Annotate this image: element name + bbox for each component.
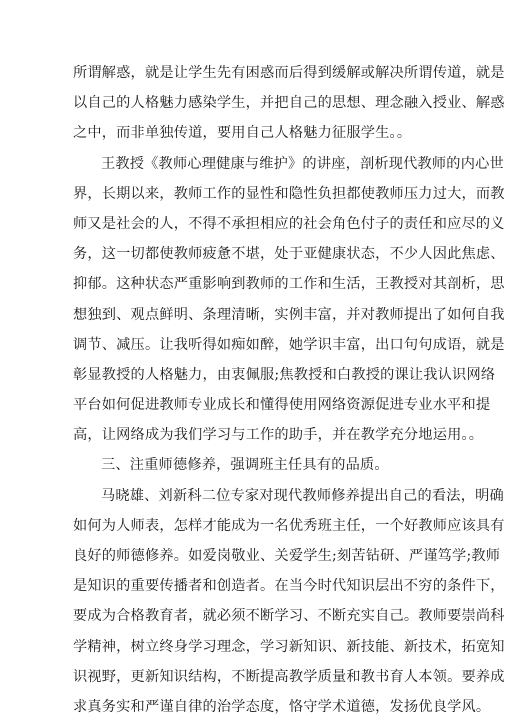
text-line: 求真务实和严谨自律的治学态度，恪守学术道德，发扬优良学风。: [73, 698, 491, 715]
text-line: 调节、减压。让我听得如痴如醉，她学识丰富，出口句句成语，就是: [73, 336, 505, 353]
text-line: 识视野，更新知识结构，不断提高教学质量和教书育人本领。要养成: [73, 668, 505, 685]
text-line: 之中，而非单独传道，要用自己人格魅力征服学生。。: [73, 125, 412, 142]
text-line: 马晓雄、刘新科二位专家对现代教师修养提出自己的看法，明确: [101, 487, 504, 504]
text-line: 高，让网络成为我们学习与工作的助手，并在教学充分地运用。。: [73, 427, 484, 444]
text-line: 王教授《教师心理健康与维护》的讲座，剖析现代教师的内心世: [101, 155, 504, 172]
text-line: 师又是社会的人，不得不承担相应的社会角色付子的责任和应尽的义: [73, 215, 505, 232]
text-line: 抑郁。这种状态严重影响到教师的工作和生活，王教授对其剖析，思: [73, 276, 505, 293]
text-line: 所谓解惑，就是让学生先有困惑而后得到缓解或解决所谓传道，就是: [73, 65, 505, 81]
text-line: 务，这一切都使教师疲惫不堪，处于亚健康状态，不少人因此焦虑、: [73, 246, 505, 263]
section-heading: [73, 450, 430, 480]
text-line: 界，长期以来，教师工作的显性和隐性负担都使教师压力过大，而教: [73, 185, 505, 202]
text-line: 想独到、观点鲜明、条理清晰，实例丰富，并对教师提出了如何自我: [73, 306, 505, 323]
text-line: 要成为合格教育者，就必须不断学习、不断充实自己。教师要崇尚科: [73, 608, 505, 625]
paragraph-2: [73, 149, 505, 451]
paragraph-4: [73, 481, 505, 722]
text-line: 三、注重师德修养，强调班主任具有的品质。: [101, 457, 389, 474]
text-line: 以自己的人格魅力感染学生，并把自己的思想、理念融入授业、解惑: [73, 95, 505, 112]
text-line: 学精神，树立终身学习理念，学习新知识、新技能、新技术，拓宽知: [73, 638, 505, 655]
text-line: 彰显教授的人格魅力，由衷佩服;焦教授和白教授的课让我认识网络: [73, 366, 496, 383]
text-line: 平台如何促进教师专业成长和懂得使用网络资源促进专业水平和提: [73, 397, 491, 414]
document-page: [73, 58, 505, 722]
text-line: 良好的师德修养。如爱岗敬业、关爱学生;刻苦钻研、严谨笃学;教师: [73, 548, 501, 564]
text-line: 如何为人师表，怎样才能成为一名优秀班主任，一个好教师应该具有: [73, 517, 505, 534]
paragraph-1: [73, 58, 505, 149]
text-line: 是知识的重要传播者和创造者。在当今时代知识层出不穷的条件下，: [73, 578, 505, 595]
